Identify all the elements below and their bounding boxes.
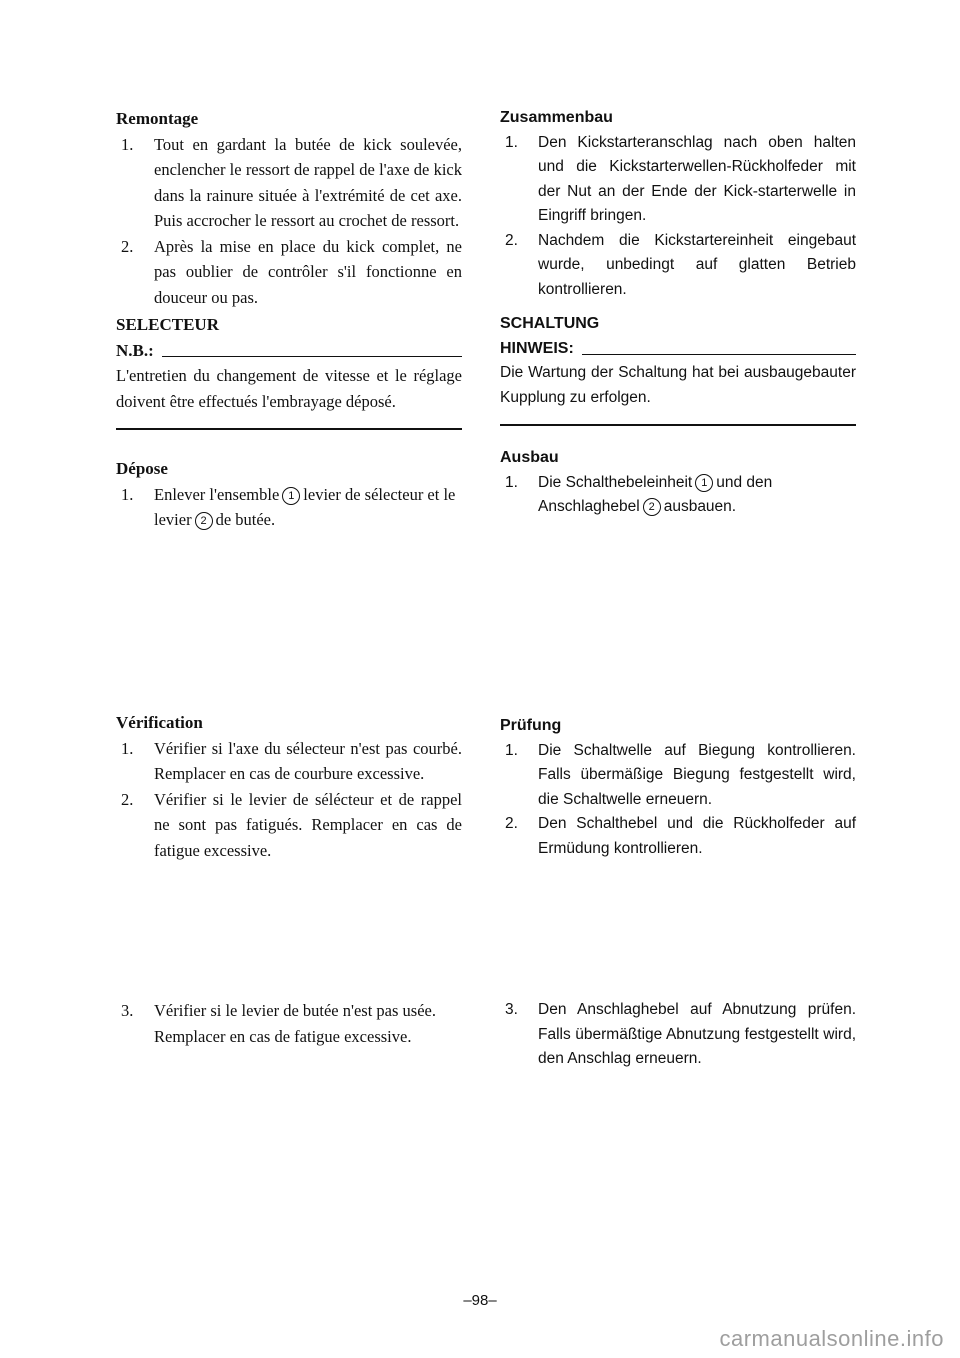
item-number: 3. [121, 1001, 134, 1020]
note-rule [582, 354, 856, 355]
fr-verification-section [116, 710, 462, 863]
de-schaltung-heading: SCHALTUNG [500, 315, 600, 332]
de-note-header [500, 337, 856, 362]
de-ausbau-heading: Ausbau [500, 449, 559, 466]
de-pruefung-continued [500, 998, 856, 1072]
fr-verification-list [116, 736, 462, 864]
item-text: Die Schalthebeleinheit 1 und den Anschlaghebel 2 ausbauen. [538, 473, 773, 515]
item-text: Nachdem die Kickstartereinheit eingebaut wurde, unbedingt auf glatten Betrieb kontrollieren. [538, 231, 856, 298]
item-number: 1. [121, 484, 134, 504]
fr-selecteur-heading: SELECTEUR [116, 315, 219, 334]
de-pruefung-section [500, 714, 856, 861]
item-text: Vérifier si le levier de sélécteur et de rappel ne sont pas fatigués. Remplacer en cas de fatigue excessive. [154, 789, 462, 860]
item-text: Den Kickstarteranschlag nach oben halten und die Kickstarterwellen-Rückholfeder mit der Nut an der Ende der Kick-starterwelle in Eingriff bringen. [538, 133, 856, 224]
fr-note-text: L'entretien du changement de vitesse et le réglage doivent être effectués l'embrayage déposé. [116, 366, 462, 411]
page-number: –98– [463, 1292, 497, 1309]
item-text: Die Schaltwelle auf Biegung kontrollieren. Falls übermäßige Biegung festgestellt wird, die Schaltwelle erneuern. [538, 741, 856, 808]
item-number: 1. [505, 741, 518, 759]
note-rule [162, 356, 462, 357]
list-item [116, 132, 462, 234]
item-text: Vérifier si l'axe du sélecteur n'est pas courbé. Remplacer en cas de courbure excessive. [154, 738, 462, 783]
fr-remontage-section [116, 106, 462, 310]
de-zusammenbau-list [500, 131, 856, 303]
item-text: Enlever l'ensemble 1 levier de sélecteur et le levier 2 de butée. [154, 484, 456, 529]
note-end-rule [500, 424, 856, 426]
de-pruefung-list [500, 739, 856, 862]
callout-2-icon: 2 [195, 512, 213, 530]
list-item [116, 234, 462, 311]
fr-verification-heading: Vérification [116, 713, 203, 732]
fr-remontage-list [116, 132, 462, 311]
fr-note-label: N.B.: [116, 340, 154, 360]
de-ausbau-section [500, 446, 856, 520]
list-item [500, 739, 856, 813]
de-zusammenbau-heading: Zusammenbau [500, 109, 613, 126]
de-zusammenbau-section [500, 106, 856, 302]
list-item [116, 736, 462, 787]
list-item [500, 812, 856, 861]
callout-1-icon: 1 [282, 487, 300, 505]
item-number: 3. [505, 1001, 518, 1018]
de-schaltung-section [500, 312, 856, 426]
item-text: Vérifier si le levier de butée n'est pas usée. Remplacer en cas de fatigue excessive. [154, 1001, 436, 1046]
item-number: 1. [505, 133, 518, 151]
item-number: 2. [121, 789, 134, 809]
item-text: Den Schalthebel und die Rückholfeder auf Ermüdung kontrollieren. [538, 815, 856, 857]
list-item [116, 482, 462, 533]
note-end-rule [116, 428, 462, 430]
fr-depose-heading: Dépose [116, 459, 168, 478]
fr-remontage-heading: Remontage [116, 109, 199, 128]
fr-verification-continued [116, 998, 462, 1049]
de-note-label: HINWEIS: [500, 339, 574, 357]
item-number: 1. [505, 473, 518, 491]
list-item [500, 131, 856, 229]
item-number: 1. [121, 738, 134, 758]
list-item [500, 471, 856, 520]
callout-2-icon: 2 [643, 498, 661, 516]
watermark: carmanualsonline.info [719, 1326, 944, 1351]
de-note-text: Die Wartung der Schaltung hat bei ausbaugebauter Kupplung zu erfolgen. [500, 364, 856, 406]
item-text: Den Anschlaghebel auf Abnutzung prüfen. Falls übermäßtige Abnutzung festgestellt wird, den Anschlag erneuern. [538, 1001, 856, 1067]
item-number: 2. [121, 236, 134, 256]
fr-note-header [116, 338, 462, 364]
list-item [500, 998, 856, 1072]
list-item [116, 998, 462, 1049]
fr-depose-section [116, 456, 462, 533]
fr-selecteur-section [116, 312, 462, 430]
de-pruefung-heading: Prüfung [500, 717, 562, 734]
list-item [500, 229, 856, 303]
list-item [116, 787, 462, 864]
item-text: Après la mise en place du kick complet, ne pas oublier de contrôler s'il fonctionne en douceur ou pas. [154, 236, 462, 307]
item-number: 2. [505, 815, 518, 832]
item-number: 2. [505, 231, 518, 249]
item-number: 1. [121, 134, 134, 154]
callout-1-icon: 1 [695, 474, 713, 492]
item-text: Tout en gardant la butée de kick soulevée, enclencher le ressort de rappel de l'axe de kick dans la rainure située à l'extrémité de cet axe. Puis accrocher le ressort au crochet de ressort. [154, 134, 462, 230]
